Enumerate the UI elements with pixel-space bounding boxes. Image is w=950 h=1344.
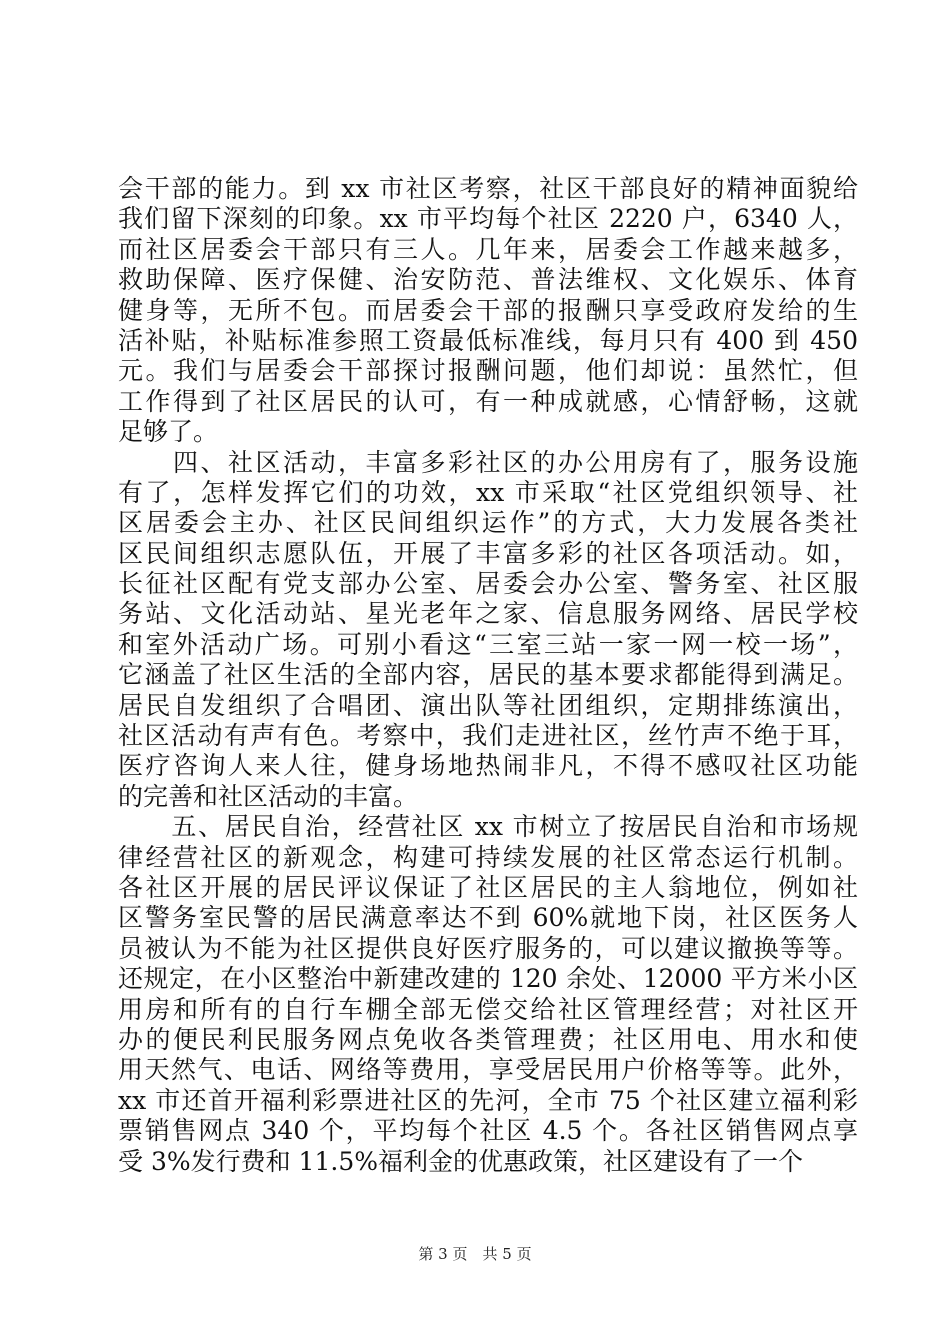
text-line: 办的便民利民服务网点免收各类管理费；社区用电、用水和使: [118, 1024, 858, 1054]
text-line: 足够了。: [118, 417, 219, 447]
text-line: 票销售网点 340 个，平均每个社区 4.5 个。各社区销售网点享: [118, 1116, 858, 1146]
text-line: xx 市还首开福利彩票进社区的先河，全市 75 个社区建立福利彩: [118, 1085, 858, 1115]
text-line: 区居委会主办、社区民间组织运作”的方式，大力发展各类社: [118, 508, 858, 538]
text-line: 它涵盖了社区生活的全部内容，居民的基本要求都能得到满足。: [118, 660, 858, 690]
document-body: [118, 174, 858, 1177]
text-line: 务站、文化活动站、星光老年之家、信息服务网络、居民学校: [118, 599, 858, 629]
text-line: 活补贴，补贴标准参照工资最低标准线，每月只有 400 到 450: [118, 325, 858, 355]
text-line: 我们留下深刻的印象。xx 市平均每个社区 2220 户，6340 人，: [118, 204, 858, 234]
text-line: 受 3%发行费和 11.5%福利金的优惠政策，社区建设有了一个: [118, 1146, 803, 1176]
paragraph: [118, 448, 858, 813]
text-line: 长征社区配有党支部办公室、居委会办公室、警务室、社区服: [118, 569, 858, 599]
text-line: 律经营社区的新观念，构建可持续发展的社区常态运行机制。: [118, 842, 858, 872]
text-line: 四、社区活动，丰富多彩社区的办公用房有了，服务设施: [118, 447, 858, 477]
text-line: 会干部的能力。到 xx 市社区考察，社区干部良好的精神面貌给: [118, 174, 858, 203]
text-line: 医疗咨询人来人往，健身场地热闹非凡，不得不感叹社区功能: [118, 751, 858, 781]
text-line: 五、居民自治，经营社区 xx 市树立了按居民自治和市场规: [118, 812, 858, 842]
text-line: 工作得到了社区居民的认可，有一种成就感，心情舒畅，这就: [118, 386, 858, 416]
text-line: 各社区开展的居民评议保证了社区居民的主人翁地位，例如社: [118, 872, 858, 902]
text-line: 救助保障、医疗保健、治安防范、普法维权、文化娱乐、体育: [118, 265, 858, 295]
text-line: 有了，怎样发挥它们的功效，xx 市采取“社区党组织领导、社: [118, 477, 858, 507]
text-line: 用房和所有的自行车棚全部无偿交给社区管理经营；对社区开: [118, 994, 858, 1024]
text-line: 健身等，无所不包。而居委会干部的报酬只享受政府发给的生: [118, 295, 858, 325]
text-line: 还规定，在小区整治中新建改建的 120 余处、12000 平方米小区: [118, 964, 858, 994]
text-line: 和室外活动广场。可别小看这“三室三站一家一网一校一场”，: [118, 629, 858, 659]
text-line: 区民间组织志愿队伍，开展了丰富多彩的社区各项活动。如，: [118, 538, 858, 568]
text-line: 区警务室民警的居民满意率达不到 60%就地下岗，社区医务人: [118, 903, 858, 933]
text-line: 社区活动有声有色。考察中，我们走进社区，丝竹声不绝于耳，: [118, 721, 858, 751]
text-line: 用天然气、电话、网络等费用，享受居民用户价格等等。此外，: [118, 1055, 858, 1085]
paragraph: [118, 812, 858, 1177]
text-line: 而社区居委会干部只有三人。几年来，居委会工作越来越多，: [118, 234, 858, 264]
text-line: 居民自发组织了合唱团、演出队等社团组织，定期排练演出，: [118, 690, 858, 720]
paragraph: [118, 174, 858, 448]
page-footer: 第 3 页 共 5 页: [418, 1245, 532, 1263]
text-line: 员被认为不能为社区提供良好医疗服务的，可以建议撤换等等。: [118, 933, 858, 963]
text-line: 元。我们与居委会干部探讨报酬问题，他们却说：虽然忙，但: [118, 356, 858, 386]
text-line: 的完善和社区活动的丰富。: [118, 781, 419, 811]
